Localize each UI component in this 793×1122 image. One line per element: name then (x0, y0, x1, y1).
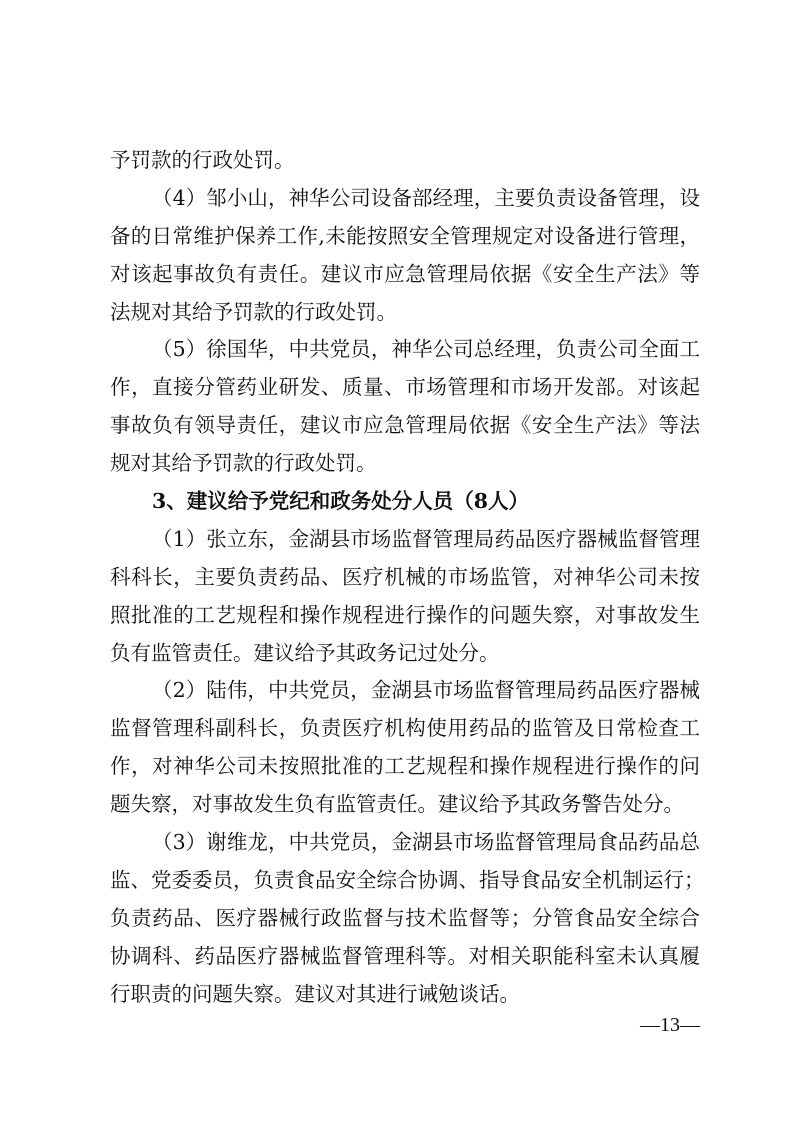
paragraph-line: 照批准的工艺规程和操作规程进行操作的问题失察，对事故发生 (110, 602, 700, 627)
paragraph-line: （5）徐国华，中共党员，神华公司总经理，负责公司全面工 (152, 337, 700, 362)
paragraph-line: 负有监管责任。建议给予其政务记过处分。 (110, 640, 500, 665)
paragraph-line: （1）张立东，金湖县市场监督管理局药品医疗器械监督管理 (152, 526, 700, 551)
paragraph-line: 作，直接分管药业研发、质量、市场管理和市场开发部。对该起 (110, 375, 700, 400)
paragraph-line: 予罚款的行政处罚。 (110, 148, 295, 172)
paragraph-line: 监督管理科副科长，负责医疗机构使用药品的监管及日常检查工 (110, 716, 700, 741)
body-text (110, 142, 705, 1013)
paragraph-line: 题失察，对事故发生负有监管责任。建议给予其政务警告处分。 (110, 792, 684, 817)
paragraph-line: 协调科、药品医疗器械监督管理科等。对相关职能科室未认真履 (110, 943, 700, 968)
paragraph-line: （2）陆伟，中共党员，金湖县市场监督管理局药品医疗器械 (152, 678, 700, 703)
paragraph-line: 事故负有领导责任，建议市应急管理局依据《安全生产法》等法 (110, 413, 700, 438)
paragraph-line: 监、党委委员，负责食品安全综合协调、指导食品安全机制运行； (110, 867, 705, 892)
paragraph-line: 法规对其给予罚款的行政处罚。 (110, 299, 397, 324)
paragraph-line: 备的日常维护保养工作,未能按照安全管理规定对设备进行管理， (110, 223, 700, 248)
section-heading: 3、建议给予党纪和政务处分人员（8人） (152, 489, 530, 514)
paragraph-line: （4）邹小山，神华公司设备部经理，主要负责设备管理，设 (152, 185, 700, 210)
paragraph-line: 科科长，主要负责药品、医疗机械的市场监管，对神华公司未按 (110, 564, 700, 589)
paragraph-line: （3）谢维龙，中共党员，金湖县市场监督管理局食品药品总 (152, 830, 700, 855)
paragraph-line: 行职责的问题失察。建议对其进行诫勉谈话。 (110, 981, 520, 1006)
paragraph-line: 对该起事故负有责任。建议市应急管理局依据《安全生产法》等 (110, 261, 700, 286)
paragraph-line: 负责药品、医疗器械行政监督与技术监督等；分管食品安全综合 (110, 905, 700, 930)
paragraph-line: 规对其给予罚款的行政处罚。 (110, 451, 377, 476)
page-number: —13— (640, 1014, 700, 1036)
paragraph-line: 作，对神华公司未按照批准的工艺规程和操作规程进行操作的问 (110, 754, 700, 779)
